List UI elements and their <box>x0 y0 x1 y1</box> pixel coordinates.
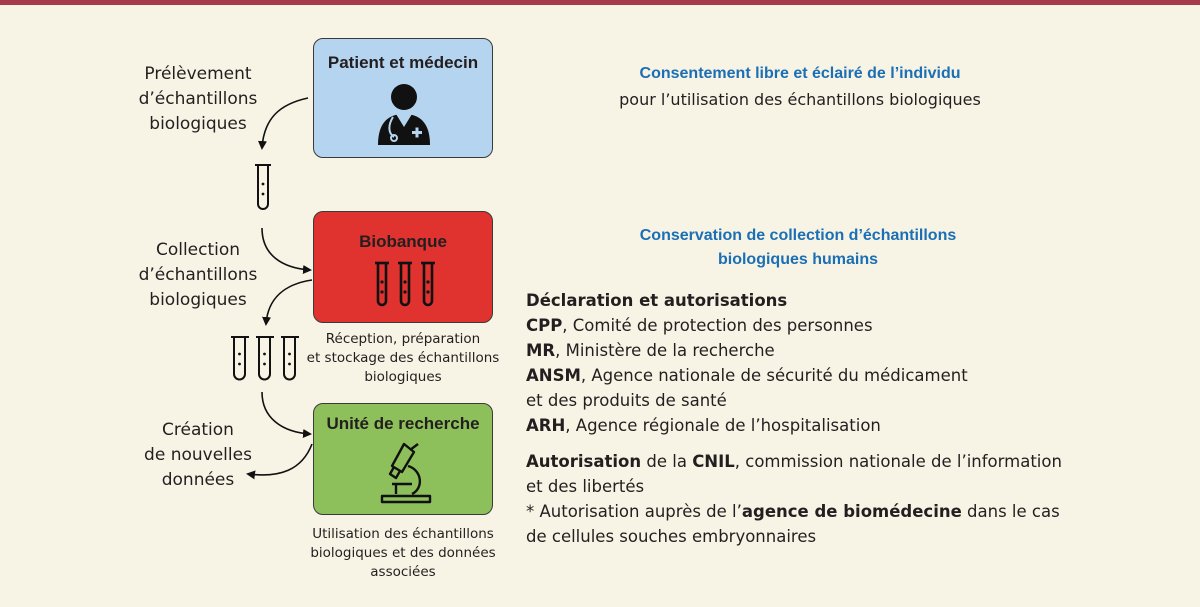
biobank-caption-line: Réception, préparation <box>325 331 481 347</box>
research-caption-line: associées <box>370 564 436 580</box>
agency-desc: , Ministère de la recherche <box>555 341 775 360</box>
consent-title: Consentement libre et éclairé de l’individu <box>639 65 961 82</box>
three-tubes-icon <box>231 337 299 380</box>
collection-line: biologiques <box>149 290 247 310</box>
agency-mr <box>526 339 775 363</box>
agency-abbr: ARH <box>526 416 566 435</box>
cnil-part: de la <box>641 452 693 471</box>
biomed-part: * Autorisation auprès de l’ <box>526 502 742 521</box>
creation-line: de nouvelles <box>144 445 252 465</box>
research-box-title: Unité de recherche <box>326 414 480 433</box>
agency-abbr: MR <box>526 341 556 360</box>
arrow-creation <box>248 444 312 475</box>
agency-abbr: ANSM <box>526 366 581 385</box>
cnil-part: CNIL <box>692 452 735 471</box>
cnil-authorization <box>526 450 1062 474</box>
arrow-prelevement <box>262 98 308 148</box>
agency-arh <box>526 414 881 438</box>
agency-abbr: CPP <box>526 316 563 335</box>
research-caption-line: biologiques et des données <box>310 545 496 561</box>
arrow-from-biobank <box>266 280 312 324</box>
biomed-part: dans le cas <box>961 502 1060 521</box>
prelevement-line: biologiques <box>149 114 247 134</box>
patient-box-title: Patient et médecin <box>327 53 479 72</box>
conservation-title-line: Conservation de collection d’échantillons <box>639 227 957 244</box>
biobank-caption-line: et stockage des échantillons <box>306 350 500 366</box>
agency-desc: et des produits de santé <box>526 391 727 410</box>
conservation-title-line: biologiques humains <box>717 251 878 268</box>
cnil-part: Autorisation <box>526 452 642 471</box>
arrow-to-biobank <box>262 228 310 270</box>
agency-ansm <box>526 364 968 388</box>
biobank-box-title: Biobanque <box>359 232 447 251</box>
biomedicine-note <box>526 500 1060 524</box>
agency-desc: , Agence nationale de sécurité du médicament <box>580 366 968 385</box>
cnil-part: , commission nationale de l’information <box>734 452 1062 471</box>
collection-line: Collection <box>155 240 241 260</box>
agency-cpp <box>526 314 873 338</box>
conservation-title <box>558 224 1038 272</box>
biobank-caption-line: biologiques <box>364 369 442 385</box>
declaration-title: Déclaration et autorisations <box>526 291 788 310</box>
arrow-to-research <box>262 392 310 434</box>
biomed-part: agence de biomédecine <box>741 502 962 521</box>
consent-text: pour l’utilisation des échantillons biologiques <box>619 90 981 109</box>
agency-desc: , Agence régionale de l’hospitalisation <box>565 416 881 435</box>
agency-desc: , Comité de protection des personnes <box>562 316 873 335</box>
collection-line: d’échantillons <box>138 265 258 285</box>
prelevement-line: d’échantillons <box>138 89 258 109</box>
prelevement-line: Prélèvement <box>144 64 252 84</box>
research-caption-line: Utilisation des échantillons <box>312 526 494 542</box>
cnil-authorization-continued: et des libertés <box>526 477 645 496</box>
creation-line: Création <box>162 420 234 440</box>
agency-ansm-continued <box>526 389 727 413</box>
creation-line: données <box>161 470 235 490</box>
single-tube-icon <box>255 165 271 209</box>
biomedicine-note-continued: de cellules souches embryonnaires <box>526 527 817 546</box>
